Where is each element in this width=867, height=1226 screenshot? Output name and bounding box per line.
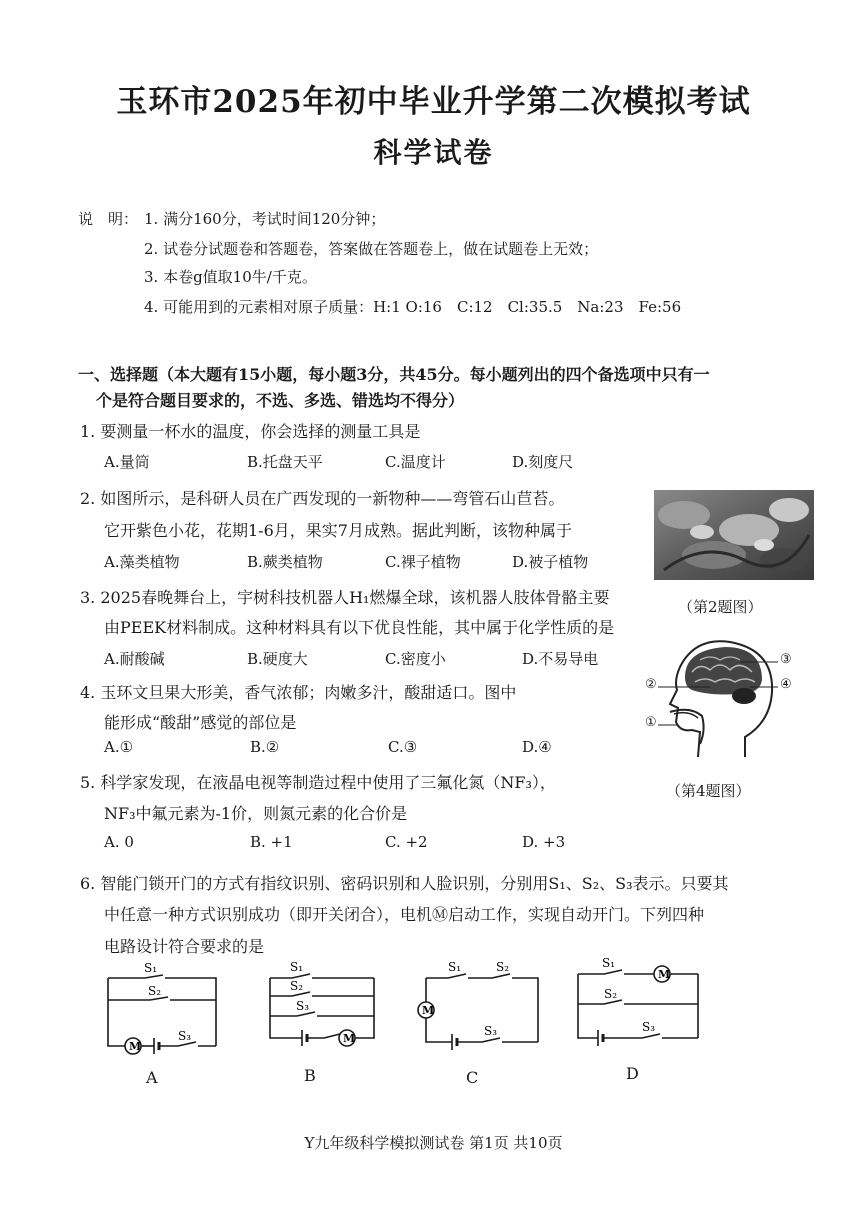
switch-label: S₂ bbox=[148, 984, 162, 998]
question-6-stem-cont: 中任意一种方式识别成功（即开关闭合），电机Ⓜ启动工作，实现自动开门。下列四种 bbox=[104, 905, 705, 924]
circuit-a-label: A bbox=[146, 1068, 158, 1087]
question-5-option-b: B. +1 bbox=[250, 833, 293, 851]
switch-label: S₃ bbox=[642, 1020, 656, 1034]
circuit-a-diagram bbox=[100, 958, 225, 1063]
question-1-option-d: D.刻度尺 bbox=[512, 453, 574, 471]
section-heading-cont: 个是符合题目要求的，不选、多选、错选均不得分） bbox=[96, 391, 465, 410]
figure-4-label-3: ③ bbox=[780, 652, 792, 667]
question-5-option-a: A. 0 bbox=[104, 833, 134, 851]
motor-label: M bbox=[658, 968, 671, 981]
question-3-option-a: A.耐酸碱 bbox=[104, 650, 165, 668]
question-2-option-a: A.藻类植物 bbox=[104, 553, 180, 571]
motor-label: M bbox=[422, 1004, 435, 1017]
question-2-option-d: D.被子植物 bbox=[512, 553, 589, 571]
motor-label: M bbox=[343, 1032, 356, 1045]
note-item: 4. 可能用到的元素相对原子质量：H:1 O:16 C:12 Cl:35.5 Na:23 Fe:56 bbox=[144, 298, 682, 316]
page-title: 玉环市2025年初中毕业升学第二次模拟考试 bbox=[116, 84, 751, 120]
page-subtitle: 科学试卷 bbox=[373, 136, 494, 169]
switch-label: S₃ bbox=[296, 999, 310, 1013]
brain-diagram bbox=[640, 632, 800, 762]
note-item: 1. 满分160分，考试时间120分钟； bbox=[144, 210, 386, 228]
section-heading: 一、选择题（本大题有15小题，每小题3分，共45分。每小题列出的四个备选项中只有一 bbox=[78, 365, 710, 384]
switch-label: S₁ bbox=[448, 960, 462, 974]
figure-4-caption: （第4题图） bbox=[666, 782, 751, 800]
question-2-stem: 2. 如图所示，是科研人员在广西发现的一新物种——弯管石山苣苔。 bbox=[80, 489, 565, 508]
figure-4-label-2: ② bbox=[645, 677, 657, 692]
circuit-c-diagram bbox=[412, 958, 547, 1058]
question-4-stem-cont: 能形成“酸甜”感觉的部位是 bbox=[104, 713, 297, 732]
switch-label: S₂ bbox=[604, 987, 618, 1001]
question-4-option-c: C.③ bbox=[388, 738, 418, 756]
question-3-option-d: D.不易导电 bbox=[522, 650, 599, 668]
question-1-option-c: C.温度计 bbox=[385, 453, 446, 471]
switch-label: S₃ bbox=[178, 1029, 192, 1043]
notes-label: 说 明： bbox=[78, 210, 139, 228]
figure-4-label-1: ① bbox=[645, 715, 657, 730]
question-5-option-c: C. +2 bbox=[385, 833, 428, 851]
figure-4-label-4: ④ bbox=[780, 677, 792, 692]
motor-label: M bbox=[129, 1040, 142, 1053]
switch-label: S₂ bbox=[290, 979, 304, 993]
circuit-d-diagram bbox=[570, 956, 705, 1056]
question-5-option-d: D. +3 bbox=[522, 833, 566, 851]
circuit-b-diagram bbox=[262, 958, 382, 1058]
question-4-option-a: A.① bbox=[104, 738, 134, 756]
switch-label: S₂ bbox=[496, 960, 510, 974]
switch-label: S₁ bbox=[144, 961, 158, 975]
switch-label: S₁ bbox=[290, 960, 304, 974]
question-1-stem: 1. 要测量一杯水的温度，你会选择的测量工具是 bbox=[80, 422, 421, 441]
question-2-option-c: C.裸子植物 bbox=[385, 553, 461, 571]
note-item: 3. 本卷g值取10牛/千克。 bbox=[144, 268, 317, 286]
page-footer: Y九年级科学模拟测试卷 第1页 共10页 bbox=[304, 1134, 563, 1152]
question-4-stem: 4. 玉环文旦果大形美，香气浓郁；肉嫩多汁，酸甜适口。图中 bbox=[80, 683, 517, 702]
question-4-option-b: B.② bbox=[250, 738, 280, 756]
question-4-option-d: D.④ bbox=[522, 738, 552, 756]
question-3-option-c: C.密度小 bbox=[385, 650, 446, 668]
question-2-stem-cont: 它开紫色小花，花期1-6月，果实7月成熟。据此判断，该物种属于 bbox=[104, 521, 572, 540]
switch-label: S₁ bbox=[602, 956, 616, 970]
question-5-stem: 5. 科学家发现，在液晶电视等制造过程中使用了三氟化氮（NF₃）， bbox=[80, 773, 556, 792]
question-5-stem-cont: NF₃中氟元素为-1价，则氮元素的化合价是 bbox=[104, 804, 408, 823]
question-6-stem-cont2: 电路设计符合要求的是 bbox=[104, 937, 265, 956]
question-3-option-b: B.硬度大 bbox=[247, 650, 308, 668]
question-6-stem: 6. 智能门锁开门的方式有指纹识别、密码识别和人脸识别，分别用S₁、S₂、S₃表示。只要其 bbox=[80, 874, 729, 893]
circuit-d-label: D bbox=[626, 1064, 639, 1083]
circuit-c-label: C bbox=[466, 1068, 479, 1087]
figure-2-caption: （第2题图） bbox=[678, 598, 763, 616]
question-2-option-b: B.蕨类植物 bbox=[247, 553, 323, 571]
question-3-stem: 3. 2025春晚舞台上，宇树科技机器人H₁燃爆全球，该机器人肢体骨骼主要 bbox=[80, 588, 610, 607]
question-1-option-b: B.托盘天平 bbox=[247, 453, 323, 471]
circuit-b-label: B bbox=[304, 1066, 316, 1085]
question-3-stem-cont: 由PEEK材料制成。这种材料具有以下优良性能，其中属于化学性质的是 bbox=[104, 618, 615, 637]
plant-photo bbox=[654, 490, 814, 580]
switch-label: S₃ bbox=[484, 1024, 498, 1038]
question-1-option-a: A.量筒 bbox=[104, 453, 150, 471]
note-item: 2. 试卷分试题卷和答题卷，答案做在答题卷上，做在试题卷上无效； bbox=[144, 240, 599, 258]
